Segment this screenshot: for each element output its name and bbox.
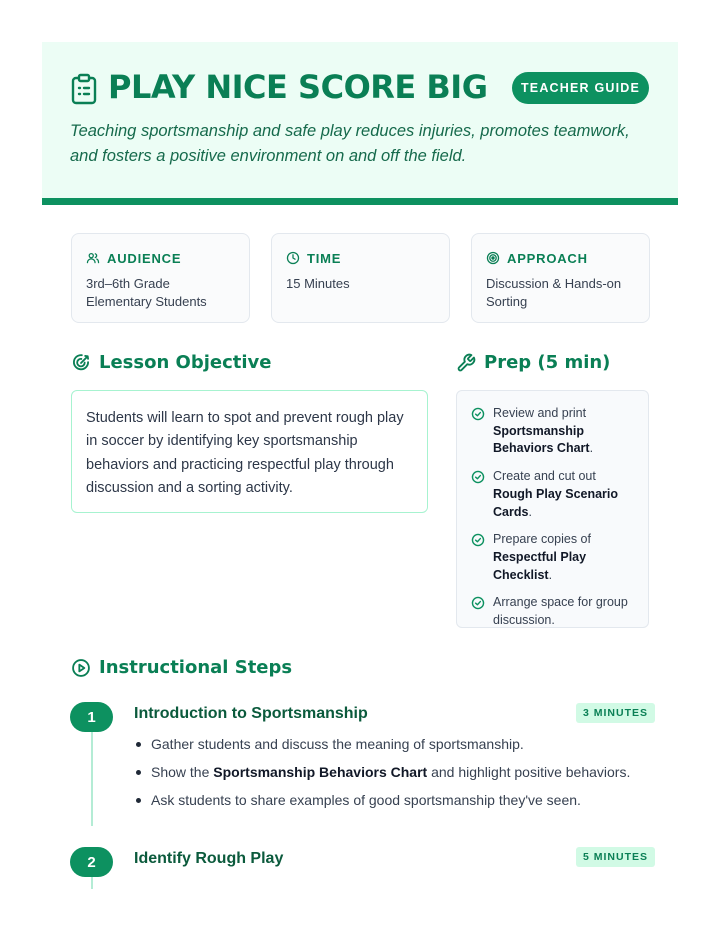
prep-item bbox=[471, 594, 638, 629]
prep-item-text: Review and print Sportsmanship Behaviors Chart. bbox=[493, 406, 594, 456]
bullet-item: Gather students and discuss the meaning of sportsmanship. bbox=[134, 735, 654, 754]
wrench-icon bbox=[456, 353, 476, 373]
step-number: 1 bbox=[70, 702, 113, 732]
prep-item-text: Prepare copies of Respectful Play Checklist. bbox=[493, 532, 591, 582]
objective-box: Students will learn to spot and prevent rough play in soccer by identifying key sportsmanship behaviors and practicing respectful play through discussion and a sorting activity. bbox=[71, 390, 428, 513]
audience-value: 3rd–6th Grade Elementary Students bbox=[86, 276, 207, 309]
bullet-item: Show the Sportsmanship Behaviors Chart and highlight positive behaviors. bbox=[134, 763, 654, 782]
target-icon bbox=[486, 251, 500, 265]
check-circle-icon bbox=[471, 533, 485, 547]
audience-label: AUDIENCE bbox=[107, 250, 182, 266]
approach-card bbox=[471, 233, 650, 323]
prep-item bbox=[471, 531, 638, 584]
prep-item-text: Arrange space for group discussion. bbox=[493, 595, 628, 628]
step-bullets bbox=[134, 735, 654, 819]
time-value: 15 Minutes bbox=[286, 276, 350, 291]
target-arrow-icon bbox=[71, 353, 91, 373]
time-label: TIME bbox=[307, 250, 342, 266]
step-connector bbox=[91, 732, 93, 826]
header-divider bbox=[42, 198, 678, 205]
prep-item bbox=[471, 405, 638, 458]
approach-value: Discussion & Hands-on Sorting bbox=[486, 276, 622, 309]
prep-title: Prep (5 min) bbox=[484, 352, 611, 373]
check-circle-icon bbox=[471, 596, 485, 610]
prep-list bbox=[456, 390, 649, 628]
prep-heading bbox=[456, 352, 610, 373]
step-title: Introduction to Sportsmanship bbox=[134, 705, 368, 722]
step-title: Identify Rough Play bbox=[134, 850, 284, 867]
instructional-steps-title: Instructional Steps bbox=[99, 657, 293, 678]
play-circle-icon bbox=[71, 658, 91, 678]
approach-label: APPROACH bbox=[507, 250, 588, 266]
lesson-objective-heading bbox=[71, 352, 272, 373]
duration-badge: 5 MINUTES bbox=[576, 847, 655, 867]
clock-icon bbox=[286, 251, 300, 265]
bullet-item: Ask students to share examples of good sportsmanship they've seen. bbox=[134, 791, 654, 810]
check-circle-icon bbox=[471, 470, 485, 484]
duration-badge: 3 MINUTES bbox=[576, 703, 655, 723]
check-circle-icon bbox=[471, 407, 485, 421]
prep-item bbox=[471, 468, 638, 521]
page-title: PLAY NICE SCORE BIG bbox=[108, 68, 488, 106]
time-card bbox=[271, 233, 450, 323]
lesson-objective-title: Lesson Objective bbox=[99, 352, 272, 373]
step-number: 2 bbox=[70, 847, 113, 877]
page-subtitle: Teaching sportsmanship and safe play reduces injuries, promotes teamwork, and fosters a positive environment on and off the field. bbox=[70, 122, 630, 165]
users-icon bbox=[86, 251, 100, 265]
instructional-steps-heading bbox=[71, 657, 292, 678]
step-connector bbox=[91, 877, 93, 889]
teacher-guide-badge: TEACHER GUIDE bbox=[512, 72, 649, 104]
prep-item-text: Create and cut out Rough Play Scenario Cards. bbox=[493, 469, 619, 519]
audience-card bbox=[71, 233, 250, 323]
clipboard-icon bbox=[70, 73, 98, 105]
